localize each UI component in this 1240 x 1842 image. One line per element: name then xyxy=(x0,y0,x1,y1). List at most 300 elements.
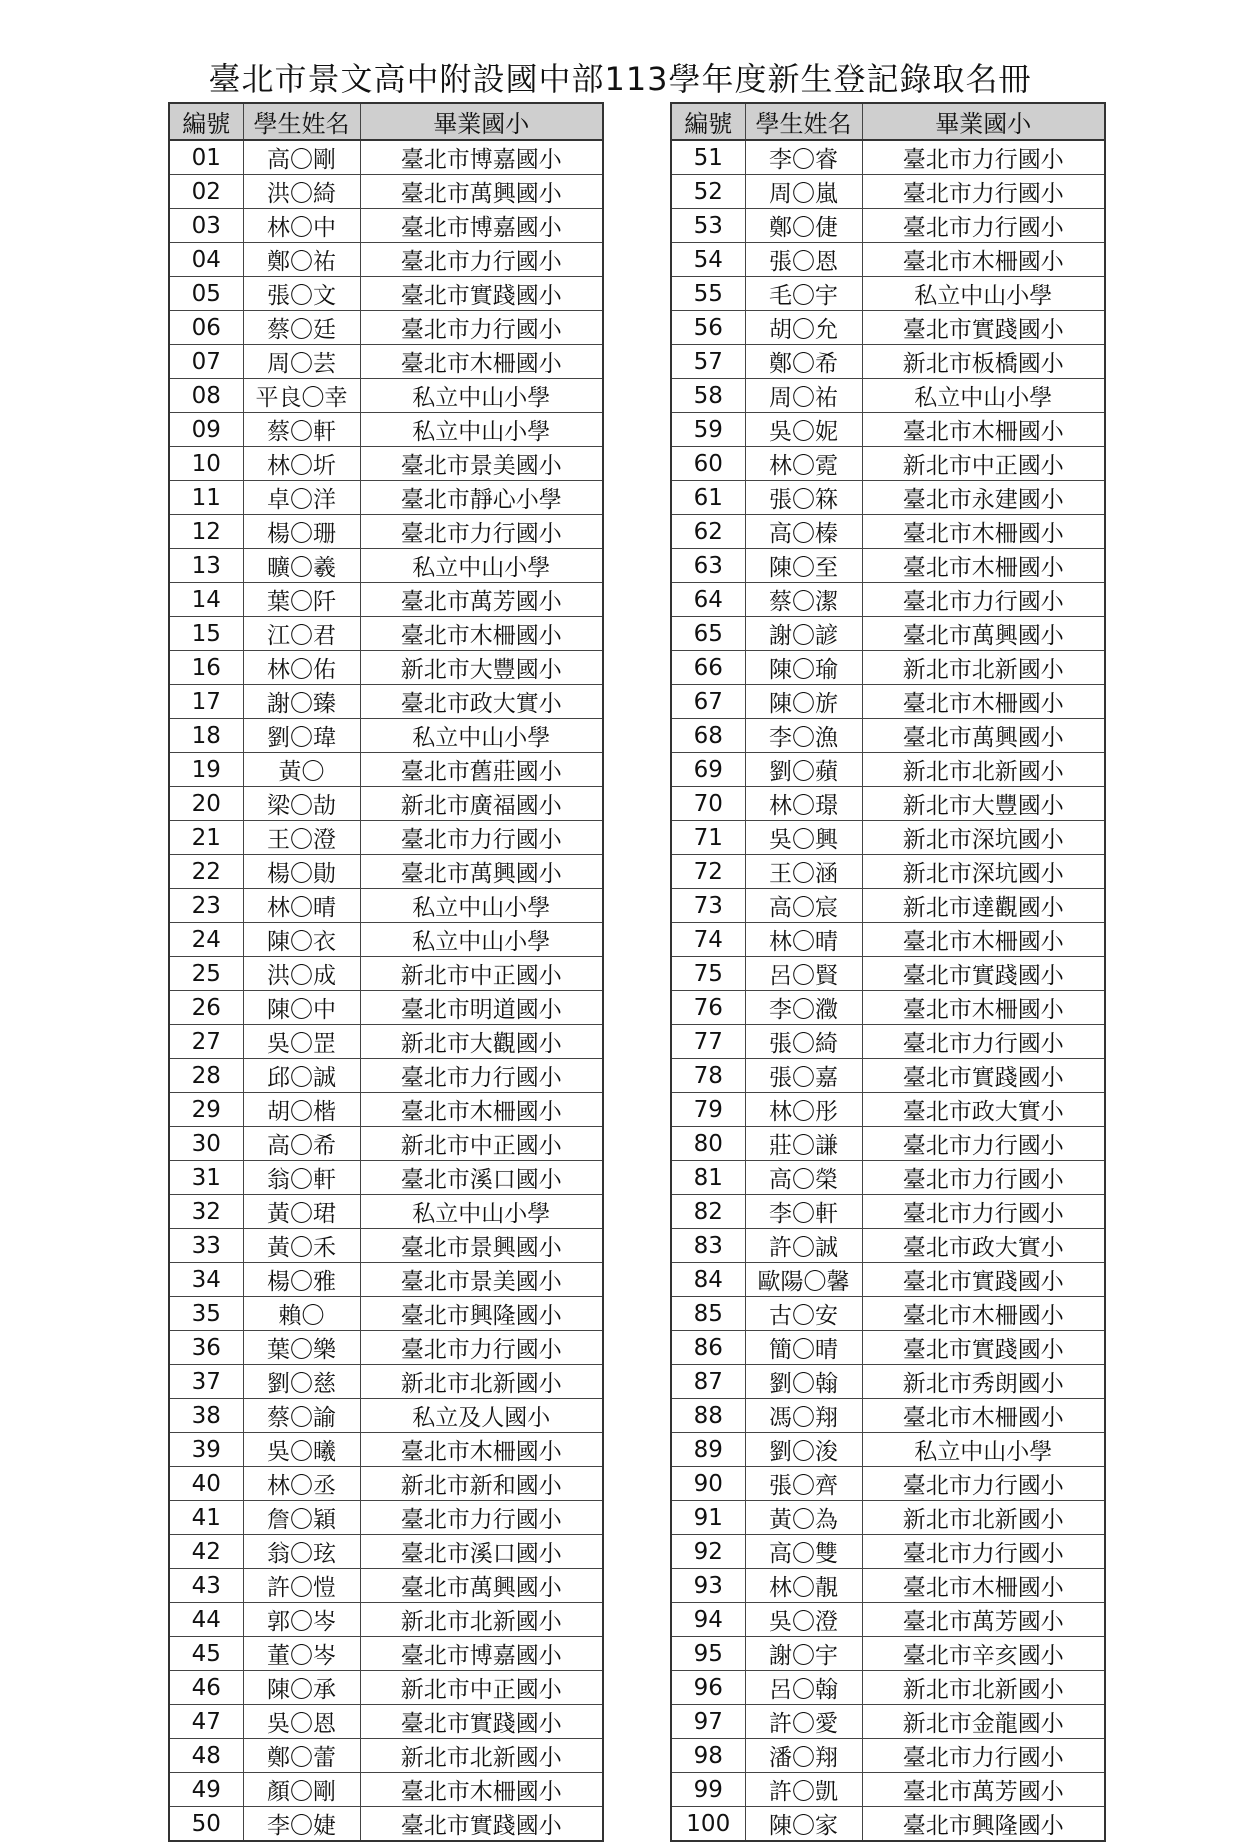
table-row xyxy=(671,1773,1105,1807)
table-row xyxy=(671,1671,1105,1705)
student-name: 莊〇謙 xyxy=(745,1127,862,1161)
row-number: 07 xyxy=(169,345,243,379)
row-number: 71 xyxy=(671,821,745,855)
elementary-school: 新北市北新國小 xyxy=(862,1671,1105,1705)
student-name: 卓〇洋 xyxy=(243,481,360,515)
table-row xyxy=(671,1705,1105,1739)
elementary-school: 臺北市力行國小 xyxy=(862,1195,1105,1229)
row-number: 02 xyxy=(169,175,243,209)
student-name: 黃〇珺 xyxy=(243,1195,360,1229)
elementary-school: 臺北市力行國小 xyxy=(360,243,603,277)
student-name: 胡〇楷 xyxy=(243,1093,360,1127)
row-number: 09 xyxy=(169,413,243,447)
student-name: 陳〇旂 xyxy=(745,685,862,719)
page-title: 臺北市景文高中附設國中部113學年度新生登記錄取名冊 xyxy=(208,60,1032,98)
elementary-school: 臺北市萬興國小 xyxy=(862,617,1105,651)
table-row xyxy=(671,1365,1105,1399)
student-name: 高〇雙 xyxy=(745,1535,862,1569)
elementary-school: 私立及人國小 xyxy=(360,1399,603,1433)
elementary-school: 臺北市力行國小 xyxy=(360,1331,603,1365)
row-number: 12 xyxy=(169,515,243,549)
table-row xyxy=(169,651,603,685)
student-name: 高〇榮 xyxy=(745,1161,862,1195)
student-name: 劉〇蘋 xyxy=(745,753,862,787)
student-name: 陳〇瑜 xyxy=(745,651,862,685)
row-number: 57 xyxy=(671,345,745,379)
student-name: 陳〇承 xyxy=(243,1671,360,1705)
student-name: 翁〇軒 xyxy=(243,1161,360,1195)
elementary-school: 臺北市力行國小 xyxy=(862,1025,1105,1059)
table-row xyxy=(671,1535,1105,1569)
elementary-school: 臺北市萬興國小 xyxy=(862,719,1105,753)
table-row xyxy=(169,1229,603,1263)
table-header-row xyxy=(169,103,603,140)
table-row xyxy=(169,1365,603,1399)
elementary-school: 私立中山小學 xyxy=(862,379,1105,413)
row-number: 21 xyxy=(169,821,243,855)
elementary-school: 新北市北新國小 xyxy=(862,753,1105,787)
student-name: 黃〇禾 xyxy=(243,1229,360,1263)
elementary-school: 私立中山小學 xyxy=(360,379,603,413)
row-number: 47 xyxy=(169,1705,243,1739)
student-name: 謝〇臻 xyxy=(243,685,360,719)
elementary-school: 臺北市力行國小 xyxy=(862,1467,1105,1501)
row-number: 51 xyxy=(671,140,745,175)
student-name: 李〇瀓 xyxy=(745,991,862,1025)
row-number: 37 xyxy=(169,1365,243,1399)
student-name: 許〇愛 xyxy=(745,1705,862,1739)
elementary-school: 臺北市萬芳國小 xyxy=(862,1773,1105,1807)
elementary-school: 臺北市木柵國小 xyxy=(862,413,1105,447)
elementary-school: 私立中山小學 xyxy=(360,719,603,753)
elementary-school: 新北市深坑國小 xyxy=(862,821,1105,855)
table-row xyxy=(671,617,1105,651)
student-name: 張〇嘉 xyxy=(745,1059,862,1093)
row-number: 06 xyxy=(169,311,243,345)
student-name: 楊〇雅 xyxy=(243,1263,360,1297)
student-name: 吳〇興 xyxy=(745,821,862,855)
row-number: 80 xyxy=(671,1127,745,1161)
student-name: 謝〇諺 xyxy=(745,617,862,651)
table-row xyxy=(169,1535,603,1569)
elementary-school: 新北市大觀國小 xyxy=(360,1025,603,1059)
table-row xyxy=(169,345,603,379)
row-number: 82 xyxy=(671,1195,745,1229)
row-number: 76 xyxy=(671,991,745,1025)
header-number: 編號 xyxy=(169,103,243,140)
row-number: 49 xyxy=(169,1773,243,1807)
table-row xyxy=(169,583,603,617)
elementary-school: 臺北市景美國小 xyxy=(360,447,603,481)
row-number: 34 xyxy=(169,1263,243,1297)
student-name: 王〇澄 xyxy=(243,821,360,855)
header-student-name: 學生姓名 xyxy=(243,103,360,140)
row-number: 01 xyxy=(169,140,243,175)
row-number: 25 xyxy=(169,957,243,991)
student-name: 陳〇家 xyxy=(745,1807,862,1842)
elementary-school: 臺北市實踐國小 xyxy=(862,311,1105,345)
table-row xyxy=(671,719,1105,753)
elementary-school: 臺北市木柵國小 xyxy=(862,515,1105,549)
student-name: 賴〇 xyxy=(243,1297,360,1331)
elementary-school: 臺北市萬芳國小 xyxy=(360,583,603,617)
student-name: 林〇彤 xyxy=(745,1093,862,1127)
table-row xyxy=(169,617,603,651)
table-row xyxy=(169,1603,603,1637)
row-number: 19 xyxy=(169,753,243,787)
elementary-school: 新北市北新國小 xyxy=(360,1603,603,1637)
table-row xyxy=(671,549,1105,583)
table-row xyxy=(671,1093,1105,1127)
student-name: 詹〇穎 xyxy=(243,1501,360,1535)
table-row xyxy=(169,991,603,1025)
table-row xyxy=(169,1807,603,1842)
table-row xyxy=(671,209,1105,243)
row-number: 58 xyxy=(671,379,745,413)
table-row xyxy=(671,311,1105,345)
elementary-school: 新北市中正國小 xyxy=(360,1671,603,1705)
elementary-school: 臺北市溪口國小 xyxy=(360,1535,603,1569)
student-name: 周〇祐 xyxy=(745,379,862,413)
elementary-school: 新北市中正國小 xyxy=(360,957,603,991)
elementary-school: 臺北市明道國小 xyxy=(360,991,603,1025)
row-number: 70 xyxy=(671,787,745,821)
row-number: 24 xyxy=(169,923,243,957)
row-number: 03 xyxy=(169,209,243,243)
elementary-school: 私立中山小學 xyxy=(862,277,1105,311)
table-row xyxy=(169,1195,603,1229)
student-name: 林〇璟 xyxy=(745,787,862,821)
elementary-school: 新北市中正國小 xyxy=(360,1127,603,1161)
student-name: 吳〇妮 xyxy=(745,413,862,447)
elementary-school: 臺北市力行國小 xyxy=(360,1059,603,1093)
student-name: 江〇君 xyxy=(243,617,360,651)
student-name: 蔡〇廷 xyxy=(243,311,360,345)
table-row xyxy=(169,243,603,277)
student-name: 王〇涵 xyxy=(745,855,862,889)
student-name: 鄭〇希 xyxy=(745,345,862,379)
row-number: 98 xyxy=(671,1739,745,1773)
row-number: 94 xyxy=(671,1603,745,1637)
table-row xyxy=(169,1773,603,1807)
row-number: 83 xyxy=(671,1229,745,1263)
student-name: 胡〇允 xyxy=(745,311,862,345)
row-number: 20 xyxy=(169,787,243,821)
student-name: 平良〇幸 xyxy=(243,379,360,413)
row-number: 53 xyxy=(671,209,745,243)
row-number: 77 xyxy=(671,1025,745,1059)
elementary-school: 臺北市力行國小 xyxy=(862,1535,1105,1569)
row-number: 39 xyxy=(169,1433,243,1467)
elementary-school: 臺北市木柵國小 xyxy=(360,1093,603,1127)
row-number: 61 xyxy=(671,481,745,515)
row-number: 56 xyxy=(671,311,745,345)
elementary-school: 新北市廣福國小 xyxy=(360,787,603,821)
student-name: 劉〇瑋 xyxy=(243,719,360,753)
student-name: 翁〇玹 xyxy=(243,1535,360,1569)
elementary-school: 新北市北新國小 xyxy=(360,1739,603,1773)
student-name: 蔡〇潔 xyxy=(745,583,862,617)
elementary-school: 新北市板橋國小 xyxy=(862,345,1105,379)
table-row xyxy=(169,413,603,447)
table-row xyxy=(671,345,1105,379)
student-name: 楊〇珊 xyxy=(243,515,360,549)
row-number: 68 xyxy=(671,719,745,753)
table-row xyxy=(169,140,603,175)
elementary-school: 臺北市萬興國小 xyxy=(360,855,603,889)
student-name: 林〇中 xyxy=(243,209,360,243)
elementary-school: 臺北市實踐國小 xyxy=(862,1263,1105,1297)
row-number: 93 xyxy=(671,1569,745,1603)
row-number: 28 xyxy=(169,1059,243,1093)
table-row xyxy=(671,481,1105,515)
elementary-school: 臺北市政大實小 xyxy=(862,1093,1105,1127)
table-row xyxy=(671,1161,1105,1195)
row-number: 33 xyxy=(169,1229,243,1263)
table-row xyxy=(169,277,603,311)
student-name: 陳〇衣 xyxy=(243,923,360,957)
elementary-school: 臺北市實踐國小 xyxy=(862,1331,1105,1365)
table-row xyxy=(671,991,1105,1025)
row-number: 66 xyxy=(671,651,745,685)
elementary-school: 臺北市實踐國小 xyxy=(862,1059,1105,1093)
header-number: 編號 xyxy=(671,103,745,140)
elementary-school: 私立中山小學 xyxy=(862,1433,1105,1467)
student-name: 毛〇宇 xyxy=(745,277,862,311)
student-name: 林〇晴 xyxy=(745,923,862,957)
row-number: 13 xyxy=(169,549,243,583)
table-row xyxy=(169,1093,603,1127)
student-name: 馮〇翔 xyxy=(745,1399,862,1433)
row-number: 92 xyxy=(671,1535,745,1569)
row-number: 50 xyxy=(169,1807,243,1842)
row-number: 18 xyxy=(169,719,243,753)
row-number: 55 xyxy=(671,277,745,311)
elementary-school: 臺北市博嘉國小 xyxy=(360,209,603,243)
row-number: 95 xyxy=(671,1637,745,1671)
elementary-school: 臺北市博嘉國小 xyxy=(360,1637,603,1671)
row-number: 30 xyxy=(169,1127,243,1161)
table-row xyxy=(671,889,1105,923)
row-number: 65 xyxy=(671,617,745,651)
table-row xyxy=(671,1739,1105,1773)
elementary-school: 臺北市實踐國小 xyxy=(360,1807,603,1842)
table-row xyxy=(169,923,603,957)
table-row xyxy=(671,1637,1105,1671)
student-name: 葉〇樂 xyxy=(243,1331,360,1365)
table-row xyxy=(169,1127,603,1161)
elementary-school: 臺北市木柵國小 xyxy=(862,991,1105,1025)
student-name: 洪〇綺 xyxy=(243,175,360,209)
elementary-school: 新北市金龍國小 xyxy=(862,1705,1105,1739)
table-row xyxy=(671,1229,1105,1263)
student-name: 許〇愷 xyxy=(243,1569,360,1603)
elementary-school: 臺北市舊莊國小 xyxy=(360,753,603,787)
table-row xyxy=(671,1433,1105,1467)
row-number: 74 xyxy=(671,923,745,957)
row-number: 16 xyxy=(169,651,243,685)
row-number: 08 xyxy=(169,379,243,413)
student-name: 洪〇成 xyxy=(243,957,360,991)
student-name: 董〇岑 xyxy=(243,1637,360,1671)
student-name: 李〇睿 xyxy=(745,140,862,175)
student-name: 周〇嵐 xyxy=(745,175,862,209)
row-number: 17 xyxy=(169,685,243,719)
row-number: 14 xyxy=(169,583,243,617)
row-number: 32 xyxy=(169,1195,243,1229)
row-number: 43 xyxy=(169,1569,243,1603)
table-row xyxy=(169,1569,603,1603)
elementary-school: 臺北市力行國小 xyxy=(862,1127,1105,1161)
student-name: 林〇靚 xyxy=(745,1569,862,1603)
student-name: 高〇剛 xyxy=(243,140,360,175)
table-row xyxy=(169,1025,603,1059)
elementary-school: 臺北市木柵國小 xyxy=(360,617,603,651)
table-row xyxy=(671,1501,1105,1535)
elementary-school: 臺北市政大實小 xyxy=(862,1229,1105,1263)
student-name: 張〇文 xyxy=(243,277,360,311)
table-row xyxy=(671,855,1105,889)
table-row xyxy=(671,1569,1105,1603)
table-row xyxy=(671,1059,1105,1093)
student-name: 林〇丞 xyxy=(243,1467,360,1501)
table-row xyxy=(169,1501,603,1535)
table-row xyxy=(671,1263,1105,1297)
student-name: 葉〇阡 xyxy=(243,583,360,617)
elementary-school: 私立中山小學 xyxy=(360,413,603,447)
table-row xyxy=(671,277,1105,311)
elementary-school: 私立中山小學 xyxy=(360,1195,603,1229)
table-row xyxy=(169,1637,603,1671)
row-number: 10 xyxy=(169,447,243,481)
student-name: 張〇齊 xyxy=(745,1467,862,1501)
elementary-school: 臺北市永建國小 xyxy=(862,481,1105,515)
table-row xyxy=(169,821,603,855)
elementary-school: 臺北市力行國小 xyxy=(360,821,603,855)
table-row xyxy=(169,1161,603,1195)
elementary-school: 臺北市辛亥國小 xyxy=(862,1637,1105,1671)
table-row xyxy=(671,821,1105,855)
student-name: 高〇榛 xyxy=(745,515,862,549)
student-name: 鄭〇蕾 xyxy=(243,1739,360,1773)
elementary-school: 臺北市政大實小 xyxy=(360,685,603,719)
elementary-school: 臺北市木柵國小 xyxy=(862,1399,1105,1433)
elementary-school: 新北市深坑國小 xyxy=(862,855,1105,889)
row-number: 67 xyxy=(671,685,745,719)
elementary-school: 臺北市力行國小 xyxy=(862,175,1105,209)
header-elementary-school: 畢業國小 xyxy=(360,103,603,140)
elementary-school: 臺北市木柵國小 xyxy=(862,1569,1105,1603)
student-name: 張〇箖 xyxy=(745,481,862,515)
table-row xyxy=(169,1331,603,1365)
student-name: 陳〇中 xyxy=(243,991,360,1025)
elementary-school: 新北市北新國小 xyxy=(360,1365,603,1399)
student-name: 陳〇至 xyxy=(745,549,862,583)
table-header-row xyxy=(671,103,1105,140)
table-row xyxy=(671,583,1105,617)
student-name: 謝〇宇 xyxy=(745,1637,862,1671)
student-name: 簡〇晴 xyxy=(745,1331,862,1365)
row-number: 15 xyxy=(169,617,243,651)
table-row xyxy=(671,1195,1105,1229)
row-number: 90 xyxy=(671,1467,745,1501)
student-name: 李〇漁 xyxy=(745,719,862,753)
table-row xyxy=(169,753,603,787)
row-number: 52 xyxy=(671,175,745,209)
student-name: 蔡〇諭 xyxy=(243,1399,360,1433)
student-name: 林〇晴 xyxy=(243,889,360,923)
row-number: 26 xyxy=(169,991,243,1025)
student-name: 高〇宸 xyxy=(745,889,862,923)
table-row xyxy=(671,515,1105,549)
row-number: 91 xyxy=(671,1501,745,1535)
elementary-school: 臺北市靜心小學 xyxy=(360,481,603,515)
row-number: 79 xyxy=(671,1093,745,1127)
table-row xyxy=(671,957,1105,991)
row-number: 96 xyxy=(671,1671,745,1705)
student-name: 楊〇勛 xyxy=(243,855,360,889)
table-row xyxy=(169,889,603,923)
roster-body-right xyxy=(671,140,1105,1841)
table-row xyxy=(671,651,1105,685)
elementary-school: 臺北市木柵國小 xyxy=(862,549,1105,583)
table-row xyxy=(671,787,1105,821)
elementary-school: 臺北市景興國小 xyxy=(360,1229,603,1263)
table-row xyxy=(169,1705,603,1739)
table-row xyxy=(169,1467,603,1501)
student-name: 劉〇慈 xyxy=(243,1365,360,1399)
elementary-school: 臺北市木柵國小 xyxy=(862,1297,1105,1331)
elementary-school: 臺北市力行國小 xyxy=(862,209,1105,243)
row-number: 69 xyxy=(671,753,745,787)
student-name: 吳〇曦 xyxy=(243,1433,360,1467)
table-row xyxy=(169,311,603,345)
elementary-school: 新北市達觀國小 xyxy=(862,889,1105,923)
student-name: 林〇圻 xyxy=(243,447,360,481)
table-row xyxy=(169,209,603,243)
elementary-school: 新北市秀朗國小 xyxy=(862,1365,1105,1399)
student-name: 高〇希 xyxy=(243,1127,360,1161)
table-row xyxy=(169,175,603,209)
student-name: 邱〇誠 xyxy=(243,1059,360,1093)
roster-body-left xyxy=(169,140,603,1841)
elementary-school: 臺北市力行國小 xyxy=(360,311,603,345)
student-name: 許〇凱 xyxy=(745,1773,862,1807)
student-name: 張〇恩 xyxy=(745,243,862,277)
row-number: 23 xyxy=(169,889,243,923)
roster-table-right xyxy=(670,102,1106,1842)
row-number: 75 xyxy=(671,957,745,991)
row-number: 89 xyxy=(671,1433,745,1467)
row-number: 78 xyxy=(671,1059,745,1093)
row-number: 60 xyxy=(671,447,745,481)
table-row xyxy=(169,447,603,481)
student-name: 吳〇澄 xyxy=(745,1603,862,1637)
elementary-school: 臺北市實踐國小 xyxy=(862,957,1105,991)
elementary-school: 臺北市實踐國小 xyxy=(360,277,603,311)
student-name: 古〇安 xyxy=(745,1297,862,1331)
row-number: 62 xyxy=(671,515,745,549)
student-name: 李〇軒 xyxy=(745,1195,862,1229)
elementary-school: 臺北市力行國小 xyxy=(862,583,1105,617)
student-name: 梁〇劼 xyxy=(243,787,360,821)
student-name: 顏〇剛 xyxy=(243,1773,360,1807)
elementary-school: 臺北市力行國小 xyxy=(862,1739,1105,1773)
elementary-school: 臺北市木柵國小 xyxy=(360,1433,603,1467)
row-number: 22 xyxy=(169,855,243,889)
header-student-name: 學生姓名 xyxy=(745,103,862,140)
row-number: 59 xyxy=(671,413,745,447)
